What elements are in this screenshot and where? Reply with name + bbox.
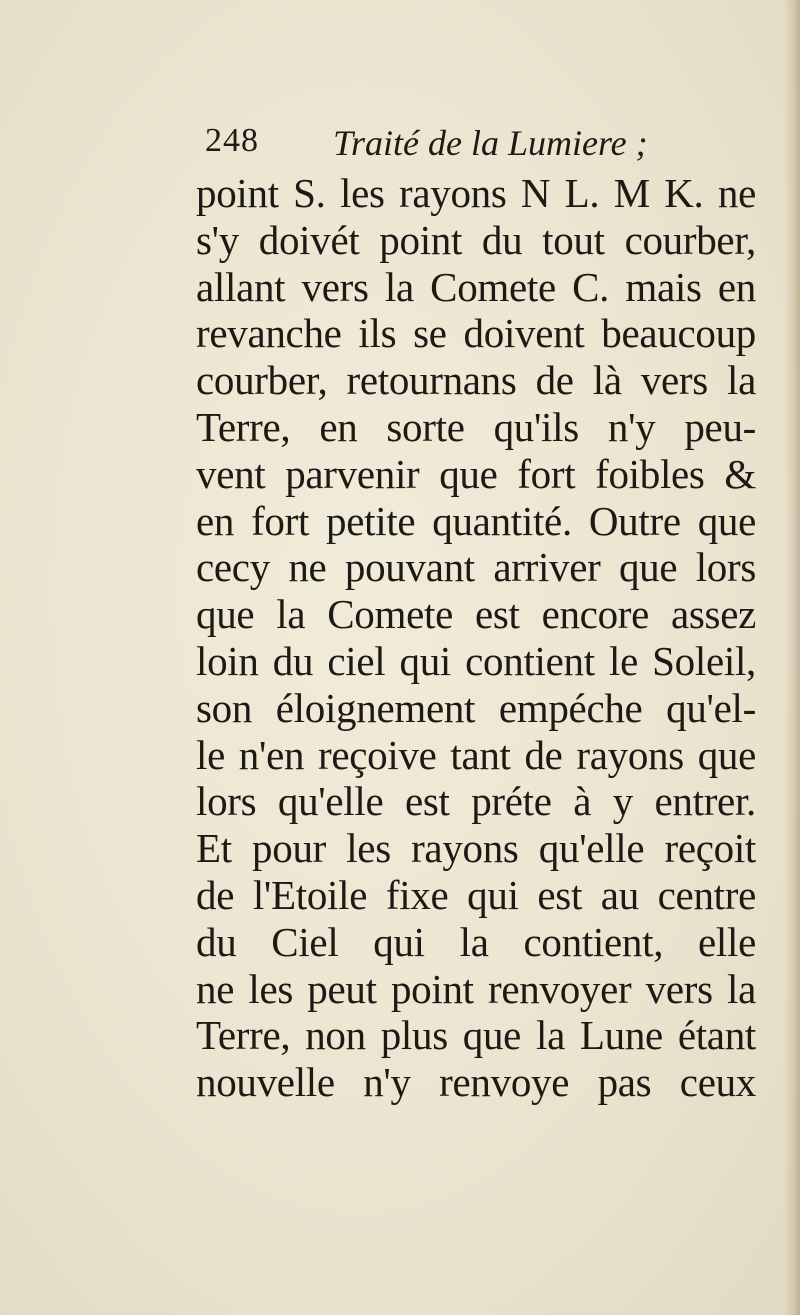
text-line: Terre, non plus que la Lune étant — [196, 1012, 756, 1059]
text-line: allant vers la Comete C. mais en — [196, 263, 756, 310]
text-line: revanche ils se doivent beaucoup — [196, 310, 756, 357]
text-line: vent parvenir que fort foibles & — [196, 450, 756, 497]
text-line: son éloignement empéche qu'el- — [196, 684, 756, 731]
text-line: s'y doivét point du tout courber, — [196, 216, 756, 263]
page-edge-shadow — [784, 0, 800, 1315]
text-line: le n'en reçoive tant de rayons que — [196, 731, 756, 778]
text-line: que la Comete est encore assez — [196, 591, 756, 638]
text-line: Terre, en sorte qu'ils n'y peu- — [196, 403, 756, 450]
running-head — [205, 122, 675, 168]
text-line: Et pour les rayons qu'elle reçoit — [196, 825, 756, 872]
text-line: de l'Etoile fixe qui est au centre — [196, 871, 756, 918]
text-line: en fort petite quantité. Outre que — [196, 497, 756, 544]
text-line: du Ciel qui la contient, elle — [196, 918, 756, 965]
text-line: point S. les rayons N L. M K. ne — [196, 170, 756, 216]
text-line: nouvelle n'y renvoye pas ceux — [196, 1059, 756, 1106]
text-line: loin du ciel qui contient le Soleil, — [196, 637, 756, 684]
text-line: lors qu'elle est préte à y entrer. — [196, 778, 756, 825]
page-number: 248 — [205, 122, 259, 159]
text-line: cecy ne pouvant arriver que lors — [196, 544, 756, 591]
text-line: courber, retournans de là vers la — [196, 357, 756, 404]
running-title: Traité de la Lumiere ; — [333, 123, 648, 163]
body-text — [196, 170, 756, 1106]
text-line: ne les peut point renvoyer vers la — [196, 965, 756, 1012]
